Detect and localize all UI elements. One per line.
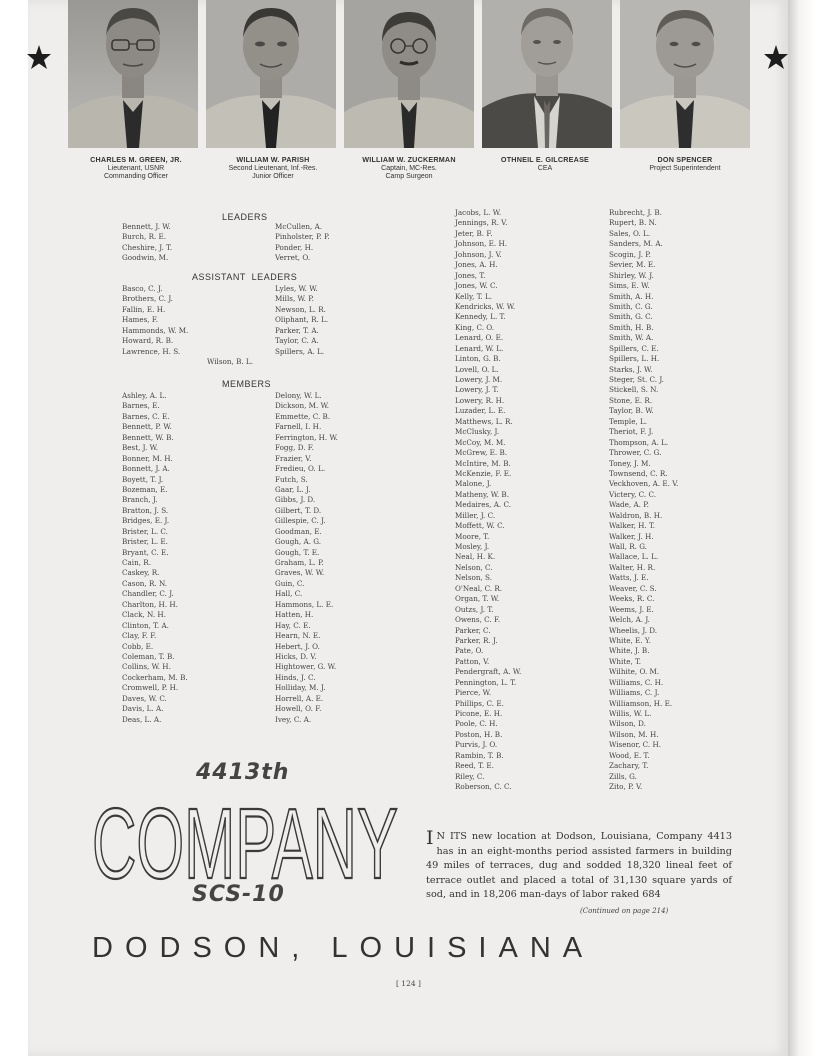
roster-name: Guin, C. (275, 578, 305, 588)
roster-name: Deas, L. A. (122, 714, 162, 724)
roster-name: Davis, L. A. (122, 704, 164, 714)
roster-name: McCullen, A. (275, 222, 323, 231)
roster-name: Fallin, E. H. (122, 304, 166, 314)
roster-name: Hatten, H. (275, 610, 314, 620)
roster-name: Riley, C. (455, 771, 485, 781)
roster-name: Smith, A. H. (609, 291, 654, 301)
roster-name: Chandler, C. J. (122, 589, 174, 599)
officer-rank: Project Superintendent (649, 164, 721, 172)
star-icon-left (26, 44, 52, 70)
roster-name: Cason, R. N. (122, 578, 168, 588)
location-title: DODSON, LOUISIANA (92, 932, 595, 964)
roster-name: Hall, C. (275, 589, 303, 599)
members-column-2 (275, 391, 338, 725)
officer-photo-green (68, 0, 198, 148)
roster-name: Boyett, T. J. (122, 474, 164, 484)
roster-name: Hammons, L. E. (275, 599, 334, 609)
roster-name: Lowery, J. T. (455, 385, 499, 395)
roster-name: Toney, J. M. (609, 458, 651, 468)
roster-name: Charlton, H. H. (122, 599, 178, 609)
roster-name: Barnes, E. (122, 401, 160, 411)
roster-name: Gaar, L. J. (275, 484, 311, 494)
roster-name: Delony, W. L. (275, 391, 322, 400)
roster-name: Bratton, J. S. (122, 505, 169, 515)
roster-name: Bennett, J. W. (122, 222, 171, 231)
roster-name: Nelson, C. (455, 562, 493, 572)
roster-name: Hicks, D. V. (275, 651, 317, 661)
roster-name: Coleman, T. B. (122, 651, 175, 661)
roster-name: Parker, R. J. (455, 635, 498, 645)
roster-name: Temple, L. (609, 416, 648, 426)
officer-caption (615, 156, 755, 173)
roster-name: McIntire, M. B. (455, 458, 511, 468)
roster-name: Zills, G. (609, 771, 637, 781)
leaders-heading: LEADERS (222, 212, 268, 222)
roster-name: Walker, J. H. (609, 531, 654, 541)
roster-name: Hearn, N. E. (275, 631, 321, 641)
roster-name: Wood, E. T. (609, 750, 650, 760)
roster-name: Jennings, R. V. (455, 218, 508, 228)
drop-cap: I (426, 827, 434, 849)
roster-name: Taylor, B. W. (609, 406, 654, 416)
roster-name: Fredieu, O. L. (275, 464, 326, 474)
roster-name: Horrell, A. E. (275, 693, 324, 703)
roster-name: Williams, C. J. (609, 688, 660, 698)
roster-name: Welch, A. J. (609, 615, 650, 625)
roster-name: Bennett, P. W. (122, 422, 172, 432)
roster-name: Thrower, C. G. (609, 448, 662, 458)
roster-name: Caskey, R. (122, 568, 160, 578)
roster-name: Reed, T. E. (455, 761, 494, 771)
roster-name: Hay, C. E. (275, 620, 311, 630)
roster-name: McKenzie, F. E. (455, 468, 512, 478)
continued-note: (Continued on page 214) (580, 907, 669, 915)
scs-number-title: SCS-10 (192, 882, 285, 907)
roster-name: Medaires, A. C. (455, 500, 512, 510)
roster-name: Stone, E. R. (609, 395, 653, 405)
roster-name: Verret, O. (275, 253, 311, 263)
roster-name: Gough, A. G. (275, 537, 322, 547)
roster-name: Miller, J. C. (455, 510, 496, 520)
roster-name: Spillers, A. L. (275, 346, 325, 356)
roster-name: White, T. (609, 656, 642, 666)
officer-rank: Lieutenant, USNR (107, 164, 165, 172)
officer-photo-zuckerman (344, 0, 474, 148)
roster-name: Branch, J. (122, 495, 158, 505)
roster-name: Picone, E. H. (455, 709, 503, 718)
roster-name: Parker, C. (455, 625, 491, 635)
roster-name: Sales, O. L. (609, 228, 651, 238)
roster-name: Organ, T. W. (455, 594, 500, 604)
roster-name: Frazier, V. (275, 453, 312, 463)
roster-name: Hames, F. (122, 315, 159, 325)
star-icon-right (763, 44, 789, 70)
members-heading: MEMBERS (222, 379, 272, 389)
roster-name: Starks, J. W. (609, 364, 653, 374)
roster-name: Bryant, C. E. (122, 547, 169, 557)
roster-name: Parker, T. A. (275, 325, 319, 335)
company-description (426, 827, 732, 903)
officer-name: OTHNEIL E. GILCREASE (500, 155, 590, 164)
roster-name: Thompson, A. L. (609, 437, 669, 447)
officer-rank: Second Lieutenant, Inf.-Res. (228, 164, 318, 172)
officer-name: WILLIAM W. PARISH (236, 155, 310, 164)
company-title-text: COMPANY (92, 788, 398, 886)
roster-name: Moffett, W. C. (455, 521, 505, 531)
roster-name: Townsend, C. R. (609, 468, 668, 478)
roster-name: Weems, J. E. (609, 604, 654, 614)
roster-name: Victery, C. C. (609, 489, 656, 499)
roster-name: White, J. B. (609, 646, 650, 656)
officer-name: DON SPENCER (657, 155, 713, 164)
roster-name: Wisenor, C. H. (609, 740, 662, 750)
roster-name: Rambin, T. B. (455, 750, 504, 760)
roster-name: Watts, J. E. (609, 573, 649, 583)
roster-name: Burch, R. E. (122, 232, 167, 242)
roster-name: Smith, W. A. (609, 333, 654, 343)
roster-name: Lyles, W. W. (275, 284, 318, 293)
officer-photo-gilcrease (482, 0, 612, 148)
roster-name: Smith, G. C. (609, 312, 653, 322)
roster-name: Futch, S. (275, 474, 308, 484)
roster-name: Daves, W. C. (122, 693, 167, 703)
officer-role: Junior Officer (252, 173, 294, 180)
roster-name: Newson, L. R. (275, 304, 326, 314)
roster-name: Kendricks, W. W. (455, 301, 516, 311)
roster-name: Cockerham, M. B. (122, 672, 188, 682)
roster-name: Hebert, J. O. (275, 641, 320, 651)
roster-name: Taylor, C. A. (275, 336, 319, 346)
roster-name: Goodman, E. (275, 526, 322, 536)
roster-name: Scogin, J. P. (609, 249, 651, 259)
roster-name: White, E. Y. (609, 635, 651, 645)
roster-name: Patton, V. (455, 656, 490, 666)
roster-name: Gilbert, T. D. (275, 505, 322, 515)
company-title (90, 786, 400, 886)
roster-name: Wilson, M. H. (609, 729, 659, 739)
roster-name: Cobb, E. (122, 641, 154, 651)
officer-photos (68, 0, 752, 148)
roster-name: Lovell, O. L. (455, 364, 499, 374)
roster-name: Graham, L. P. (275, 558, 324, 567)
roster-name: Pendergraft, A. W. (455, 667, 522, 677)
roster-name: Hammonds, W. M. (122, 325, 189, 335)
roster-name: Oliphant, R. L. (275, 315, 329, 325)
roster-name: Cheshire, J. T. (122, 242, 173, 252)
roster-name: Pinholster, P. P. (275, 232, 330, 242)
assistant-leaders-heading: ASSISTANT LEADERS (192, 272, 298, 282)
roster-name: Poston, H. B. (455, 729, 503, 739)
roster-name: Best, J. W. (122, 443, 158, 453)
roster-name: Shirley, W. J. (609, 270, 654, 280)
roster-name: Bridges, E. J. (122, 516, 170, 526)
roster-name: Stickell, S. N. (609, 385, 659, 395)
leaders-column-1 (122, 222, 172, 264)
roster-name: Bozeman, E. (122, 484, 168, 494)
officer-caption (66, 156, 206, 182)
roster-name: Graves, W. W. (275, 568, 325, 578)
roster-name: Goodwin, M. (122, 253, 169, 263)
book-binding-edge (788, 0, 816, 1056)
roster-name: Jones, T. (455, 270, 486, 280)
roster-name: Ponder, H. (275, 242, 314, 252)
roster-name: Phillips, C. E. (455, 698, 504, 708)
officer-rank: Captain, MC-Res. (381, 164, 437, 172)
roster-name: Wilhite, O. M. (609, 667, 660, 677)
roster-name: Waldron, B. H. (609, 510, 663, 520)
roster-name: King, C. O. (455, 322, 495, 332)
officer-rank: CEA (537, 164, 553, 172)
roster-name: Willis, W. L. (609, 709, 652, 718)
roster-name: Pierce, W. (455, 688, 492, 698)
leaders-column-2 (275, 222, 330, 264)
roster-name: Cromwell, P. H. (122, 683, 179, 693)
roster-name: McGrew, E. B. (455, 448, 508, 458)
roster-name: Emmette, C. B. (275, 411, 331, 421)
roster-name: Roberson, C. C. (455, 782, 512, 792)
roster-name: Brister, L. E. (122, 537, 168, 547)
roster-name: Matheny, W. B. (455, 489, 509, 499)
roster-name: Weaver, C. S. (609, 583, 657, 593)
roster-name: Weeks, R. C. (609, 594, 655, 604)
roster-name: Cain, R. (122, 558, 151, 567)
roster-name: Linton, G. B. (455, 354, 501, 364)
roster-name: Neal, H. K. (455, 552, 496, 562)
officer-role: Commanding Officer (103, 173, 169, 180)
roster-name: Wheelis, J. D. (609, 625, 658, 635)
roster-name: Lenard, W. L. (455, 343, 504, 353)
roster-name: McCoy, M. M. (455, 437, 506, 447)
roster-name: Sanders, M. A. (609, 239, 663, 249)
roster-name: Farnell, I. H. (275, 422, 322, 432)
officer-caption (203, 156, 343, 182)
roster-name: Bonnett, J. A. (122, 464, 170, 474)
roster-name: Williamson, H. E. (609, 698, 673, 708)
description-text: N ITS new location at Dodson, Louisiana, Company 4413 has in an eight-months period assisted farmers in building 49 miles of terraces, dug and sodded 18,320 lineal feet of terrace outlet and placed a total of 31,130 square yards of sod, and in 18,206 man-days of labor raked 684 (426, 831, 732, 900)
roster-name: Lowery, R. H. (455, 395, 505, 405)
roster-name: Barnes, C. E. (122, 411, 170, 421)
roster-name: Theriot, F. J. (609, 427, 654, 437)
roster-name: Mills, W. P. (275, 294, 314, 304)
roster-name: Gillespie, C. J. (275, 516, 326, 526)
roster-name: Lawrence, H. S. (122, 346, 181, 356)
roster-name: Howell, O. F. (275, 704, 322, 714)
roster-name: Outzs, J. T. (455, 604, 494, 614)
roster-name: Rupert, B. N. (609, 218, 657, 228)
roster-name: Smith, H. B. (609, 322, 654, 332)
roster-name: Jones, A. H. (455, 260, 498, 270)
roster-name: Bennett, W. B. (122, 432, 174, 442)
officer-caption (475, 156, 615, 173)
roster-name: Collins, W. H. (122, 662, 171, 672)
assistant-leader-last: Wilson, B. L. (207, 357, 253, 366)
roster-name: Dickson, M. W. (275, 401, 329, 411)
roster-name: Brothers, C. J. (122, 294, 173, 304)
roster-name: Clack, N. H. (122, 610, 166, 620)
roster-name: Jones, W. C. (455, 281, 498, 291)
roster-name: Rubrecht, J. B. (609, 208, 662, 217)
roster-name: Lenard, O. E. (455, 333, 504, 343)
officer-caption (339, 156, 479, 182)
roster-name: Mosley, J. (455, 542, 490, 551)
assistant-leaders-column-1 (122, 284, 188, 357)
officer-role: Camp Surgeon (385, 173, 433, 180)
roster-name: Holliday, M. J. (275, 683, 326, 693)
roster-name: Zito, P. V. (609, 782, 643, 792)
roster-name: Poole, C. H. (455, 719, 498, 729)
roster-name: Wilson, D. (609, 719, 646, 729)
roster-name: Bonner, M. H. (122, 453, 173, 463)
roster-name: Kennedy, L. T. (455, 312, 506, 322)
roster-name: Walker, H. T. (609, 521, 656, 531)
roster-name: Basco, C. J. (122, 284, 163, 293)
roster-name: Veckhoven, A. E. V. (609, 479, 679, 489)
roster-name: Howard, R. B. (122, 336, 174, 346)
roster-name: Wade, A. P. (609, 500, 649, 510)
roster-name: Hinds, J. C. (275, 672, 316, 682)
roster-name: Malone, J. (455, 479, 492, 489)
roster-name: Ashley, A. L. (122, 391, 167, 400)
roster-name: O'Neal, C. R. (455, 583, 503, 593)
officer-photo-parish (206, 0, 336, 148)
roster-name: Ferrington, H. W. (275, 432, 338, 442)
roster-name: Steger, St. C. J. (609, 375, 664, 384)
roster-name: Williams, C. H. (609, 677, 664, 687)
company-number-title: 4413th (196, 760, 290, 785)
roster-name: Lowery, J. M. (455, 375, 503, 384)
roster-name: Pate, O. (455, 646, 484, 656)
officer-photo-spencer (620, 0, 750, 148)
officer-name: CHARLES M. GREEN, JR. (90, 155, 182, 164)
roster-name: Luzader, L. E. (455, 406, 506, 416)
roster-name: Brister, L. C. (122, 526, 168, 536)
roster-name: Gibbs, J. D. (275, 495, 316, 505)
assistant-leaders-column-2 (275, 284, 328, 357)
roster-name: Owens, C. F. (455, 615, 501, 625)
roster-name: Jacobs, L. W. (455, 208, 502, 217)
roster-name: Sevier, M. E. (609, 260, 656, 270)
roster-name: Hightower, G. W. (275, 662, 337, 672)
roster-name: Jeter, B. F. (455, 228, 493, 238)
roster-name: McClusky, J. (455, 427, 500, 437)
roster-name: Fogg, D. F. (275, 443, 314, 453)
roster-name: Kelly, T. L. (455, 291, 493, 301)
members-column-1 (122, 391, 188, 725)
roster-name: Johnson, J. V. (455, 249, 502, 259)
roster-name: Wallace, L. L. (609, 552, 659, 562)
roster-name: Walter, H. R. (609, 562, 656, 572)
roster-name: Clay, F. F. (122, 631, 157, 641)
roster-name: Gough, T. E. (275, 547, 320, 557)
roster-name: Zachary, T. (609, 761, 649, 771)
roster-name: Ivey, C. A. (275, 714, 312, 724)
page-number: [ 124 ] (396, 979, 421, 988)
roster-name: Matthews, L. R. (455, 416, 513, 426)
roster-name: Nelson, S. (455, 573, 493, 583)
officer-name: WILLIAM W. ZUCKERMAN (362, 155, 456, 164)
roster-name: Pennington, L. T. (455, 677, 517, 687)
roster-name: Spillers, C. E. (609, 343, 659, 353)
roster-name: Clinton, T. A. (122, 620, 169, 630)
members-column-4 (609, 208, 678, 793)
roster-name: Smith, C. G. (609, 301, 653, 311)
roster-name: Spillers, L. H. (609, 354, 660, 364)
roster-name: Sims, E. W. (609, 281, 650, 291)
members-column-3 (455, 208, 521, 793)
roster-name: Johnson, E. H. (455, 239, 508, 249)
roster-name: Purvis, J. O. (455, 740, 498, 750)
roster-name: Moore, T. (455, 531, 490, 541)
roster-name: Wall, R. G. (609, 542, 647, 551)
